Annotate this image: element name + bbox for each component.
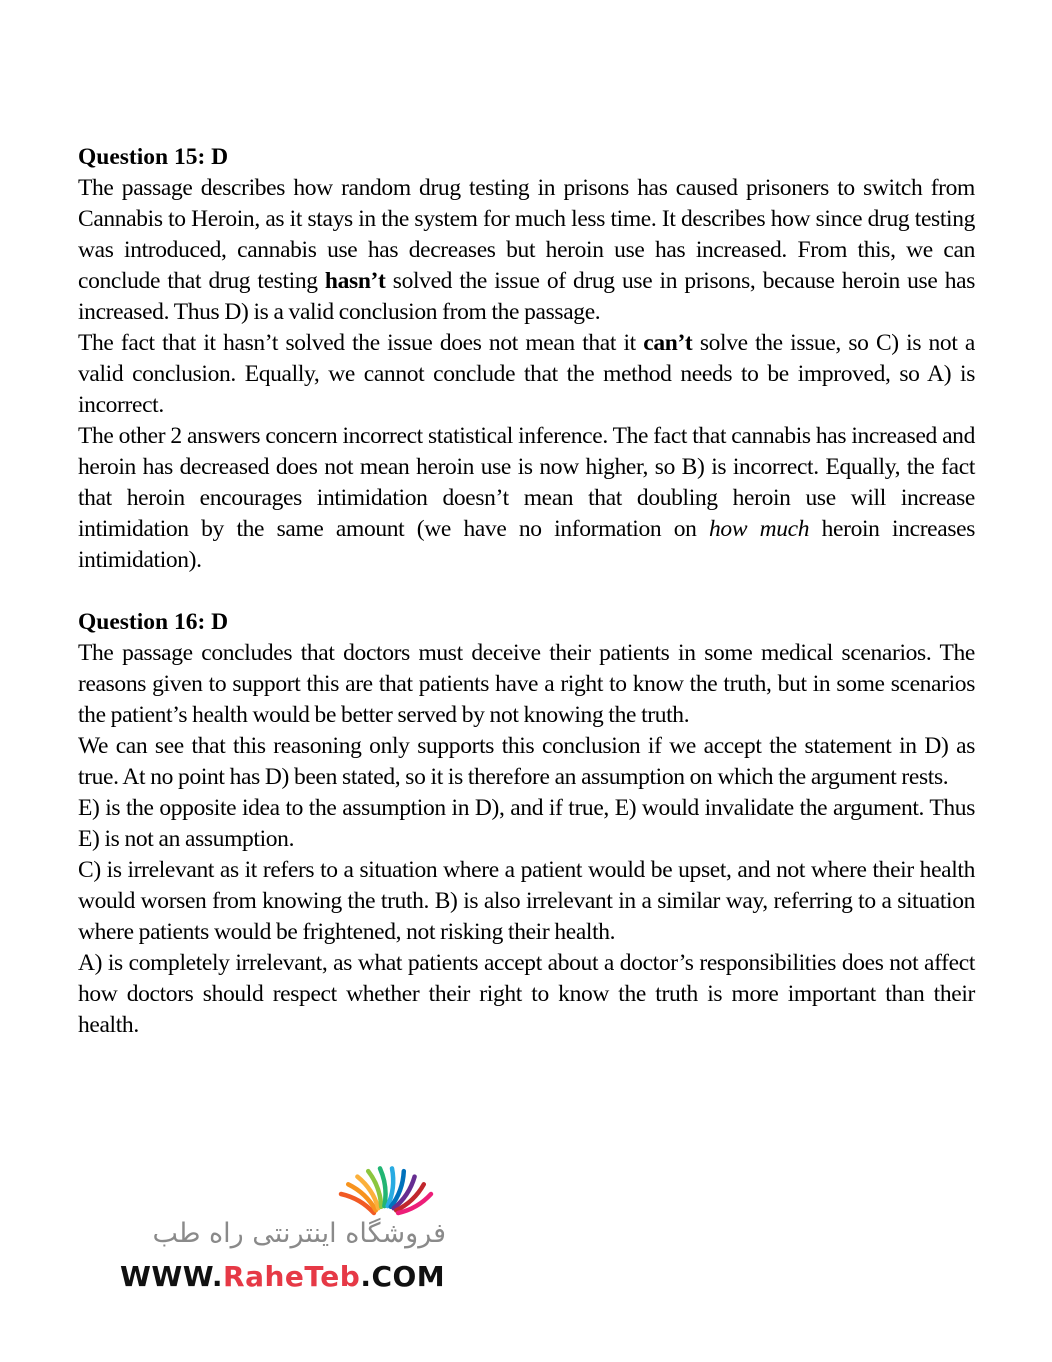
watermark-url-suffix: .COM: [360, 1260, 446, 1293]
watermark-url-prefix: WWW.: [120, 1260, 224, 1293]
question-15-paragraph-2: [78, 328, 975, 421]
question-16-paragraph-3: E) is the opposite idea to the assumption in D), and if true, E) would invalidate the argument. Thus E) is not an assumption.: [78, 795, 975, 852]
raheteb-watermark: [118, 1160, 448, 1300]
document-page: [78, 142, 975, 1072]
q15-p1-text-b: solved the issue of drug use in prisons, because heroin use has increased. Thus D) is a valid conclusion from the passage.: [78, 268, 975, 325]
watermark-url: [120, 1260, 445, 1293]
question-15-section: [78, 142, 975, 576]
q15-p3-text-b: heroin increases intimidation).: [78, 516, 975, 573]
q15-p3-text-a: The other 2 answers concern incorrect statistical inference. The fact that cannabis has increased and heroin has decreased does not mean heroin use is now higher, so B) is incorrect. Equally, the fact that heroin encourages intimidation doesn’t mean that doubling heroin use will increase intimidation by the same amount (we have no information on: [78, 423, 975, 542]
open-book-rainbow-icon: [330, 1160, 442, 1222]
question-15-paragraph-3: [78, 421, 975, 576]
watermark-persian-text: فروشگاه اینترنتی راه طب: [152, 1218, 446, 1249]
book-ray: [388, 1168, 394, 1206]
question-16-paragraph-5: A) is completely irrelevant, as what patients accept about a doctor’s responsibilities does not affect how doctors should respect whether their right to know the truth is more important than their health.: [78, 950, 975, 1038]
q15-p3-italic: how much: [709, 516, 810, 542]
question-15-title: Question 15: D: [78, 144, 229, 170]
q15-p2-bold: can’t: [643, 330, 693, 356]
question-16-section: [78, 607, 975, 1041]
q15-p2-text-b: solve the issue, so C) is not a valid conclusion. Equally, we cannot conclude that the method needs to be improved, so A) is incorrect.: [78, 330, 976, 418]
question-16-paragraph-2: We can see that this reasoning only supports this conclusion if we accept the statement in D) as true. At no point has D) been stated, so it is therefore an assumption on which the argument rests.: [78, 733, 975, 790]
watermark-url-brand: RaheTeb: [223, 1260, 361, 1293]
q15-p1-bold: hasn’t: [324, 268, 386, 294]
q15-p2-text-a: The fact that it hasn’t solved the issue does not mean that it: [78, 330, 644, 356]
question-16-paragraph-1: The passage concludes that doctors must deceive their patients in some medical scenarios. The reasons given to support this are that patients have a right to know the truth, but in some scenarios the patient’s health would be better served by not knowing the truth.: [78, 640, 975, 728]
question-16-title: Question 16: D: [78, 609, 229, 635]
question-15-paragraph-1: [78, 173, 975, 328]
question-16-paragraph-4: C) is irrelevant as it refers to a situation where a patient would be upset, and not where their health would worsen from knowing the truth. B) is also irrelevant in a similar way, referring to a situation where patients would be frightened, not risking their health.: [78, 857, 975, 945]
q15-p1-text-a: The passage describes how random drug testing in prisons has caused prisoners to switch from Cannabis to Heroin, as it stays in the system for much less time. It describes how since drug testing was introduced, cannabis use has decreases but heroin use has increased. From this, we can conclude that drug testing: [78, 175, 975, 294]
